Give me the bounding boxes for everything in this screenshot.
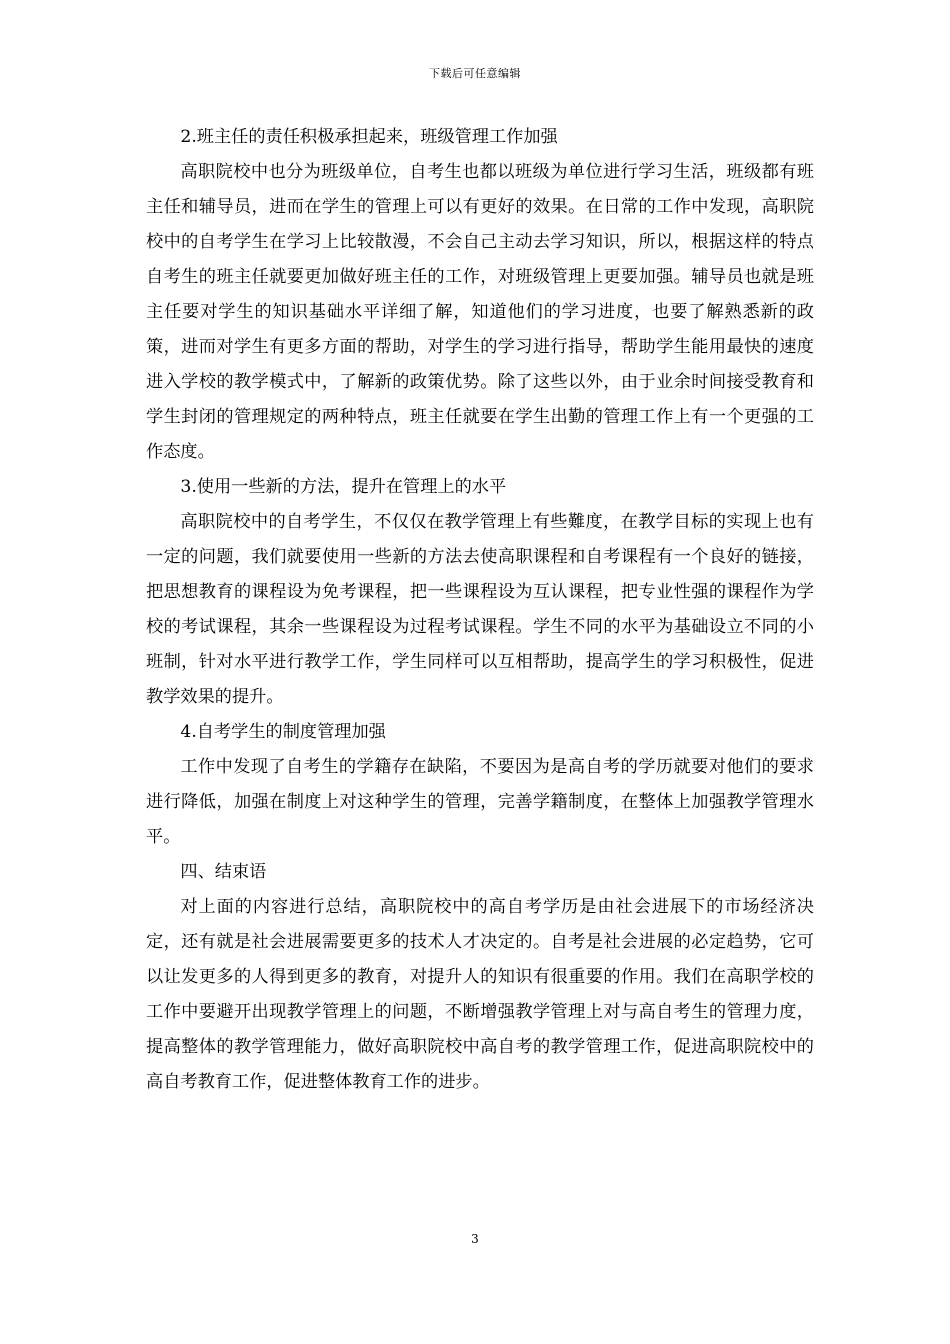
- section-heading-3: 3.使用一些新的方法，提升在管理上的水平: [180, 477, 507, 497]
- section-heading-4: 4.自考学生的制度管理加强: [180, 722, 386, 742]
- page-header: 下载后可任意编辑: [429, 67, 521, 80]
- section-heading-2: 2.班主任的责任积极承担起来，班级管理工作加强: [180, 127, 558, 147]
- paragraph: 高职院校中也分为班级单位，自考生也都以班级为单位进行学习生活，班级都有班主任和辅导员，进而在学生的管理上可以有更好的效果。在日常的工作中发现，高职院校中的自考学生在学习上比较散漫，不会自己主动去学习知识，所以，根据这样的特点自考生的班主任就要更加做好班主任的工作，对班级管理上更要加强。辅导员也就是班主任要对学生的知识基础水平详细了解，知道他们的学习进度，也要了解熟悉新的政策，进而对学生有更多方面的帮助，对学生的学习进行指导，帮助学生能用最快的速度进入学校的教学模式中，了解新的政策优势。除了这些以外，由于业余时间接受教育和学生封闭的管理规定的两种特点，班主任就要在学生出勤的管理工作上有一个更强的工作态度。: [146, 162, 814, 462]
- document-body: [146, 120, 814, 1100]
- paragraph: 高职院校中的自考学生，不仅仅在教学管理上有些難度，在教学目标的实现上也有一定的问题，我们就要使用一些新的方法去使高职课程和自考课程有一个良好的链接，把思想教育的课程设为免考课程，把一些课程设为互认课程，把专业性强的课程作为学校的考试课程，其余一些课程设为过程考试课程。学生不同的水平为基础设立不同的小班制，针对水平进行教学工作，学生同样可以互相帮助，提高学生的学习积极性，促进教学效果的提升。: [146, 512, 814, 707]
- paragraph: 对上面的内容进行总结，高职院校中的高自考学历是由社会进展下的市场经济决定，还有就是社会进展需要更多的技术人才决定的。自考是社会进展的必定趋势，它可以让发更多的人得到更多的教育，对提升人的知识有很重要的作用。我们在高职学校的工作中要避开出现教学管理上的问题，不断增强教学管理上对与高自考生的管理力度，提高整体的教学管理能力，做好高职院校中高自考的教学管理工作，促进高职院校中的高自考教育工作，促进整体教育工作的进步。: [146, 897, 814, 1092]
- section-heading-conclusion: 四、结束语: [180, 862, 267, 882]
- page-number: 3: [471, 1232, 479, 1246]
- paragraph: 工作中发现了自考生的学籍存在缺陷，不要因为是高自考的学历就要对他们的要求进行降低，加强在制度上对这种学生的管理，完善学籍制度，在整体上加强教学管理水平。: [146, 757, 814, 847]
